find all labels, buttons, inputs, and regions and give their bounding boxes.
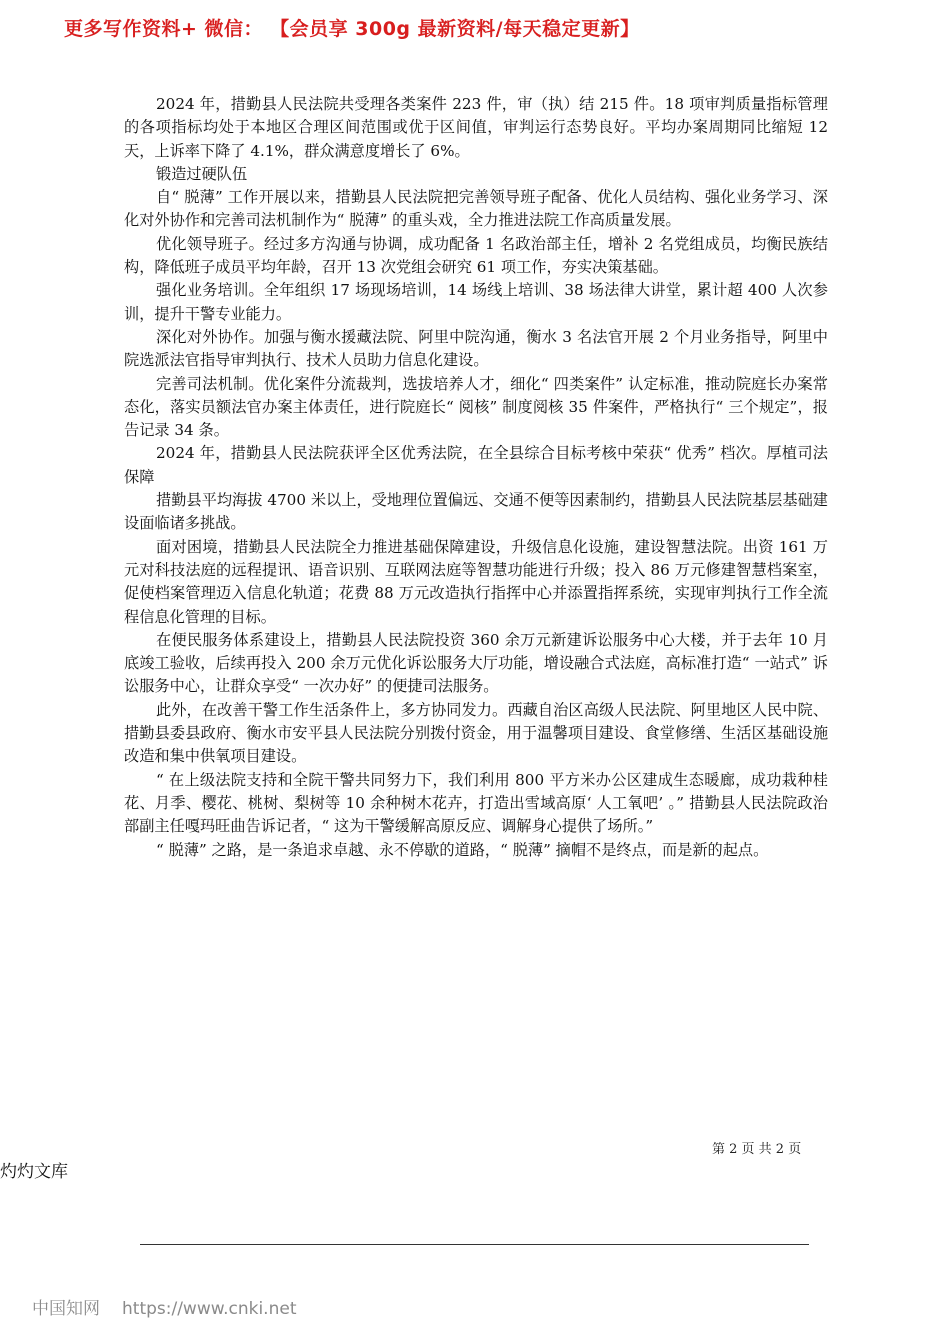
paragraph: 2024 年，措勤县人民法院共受理各类案件 223 件，审（执）结 215 件。18 项审判质量指标管理的各项指标均处于本地区合理区间范围或优于区间值，审判运行态势良好。平均办案周期同比缩短 12 天，上诉率下降了 4.1%，群众满意度增长了 6%。 [124,95,828,160]
paragraph: 深化对外协作。加强与衡水援藏法院、阿里中院沟通，衡水 3 名法官开展 2 个月业务指导，阿里中院选派法官指导审判执行、技术人员助力信息化建设。 [124,327,828,370]
paragraph: 完善司法机制。优化案件分流裁判，选拔培养人才，细化“ 四类案件” 认定标准，推动院庭长办案常态化，落实员额法官办案主体责任，进行院庭长“ 阅核” 制度阅核 35 件案件，严格执行“ 三个规定”，报告记录 34 条。 [124,374,828,440]
paragraph: 此外，在改善干警工作生活条件上，多方协同发力。西藏自治区高级人民法院、阿里地区人民中院、措勤县委县政府、衡水市安平县人民法院分别拨付资金，用于温馨项目建设、食堂修缮、生活区基础设施改造和集中供氧项目建设。 [124,700,828,766]
footer-divider [140,1244,809,1245]
library-name: 灼灼文库 [0,1162,68,1182]
paragraph: 措勤县平均海拔 4700 米以上，受地理位置偏远、交通不便等因素制约，措勤县人民法院基层基础建设面临诸多挑战。 [124,491,828,533]
paragraph: 强化业务培训。全年组织 17 场现场培训，14 场线上培训、38 场法律大讲堂，累计超 400 人次参训，提升干警专业能力。 [124,281,828,323]
footer-watermark [32,1294,296,1319]
site-name: 中国知网 [32,1299,100,1319]
promo-banner: 更多写作资料+ 微信： 【会员享 300g 最新资料/每天稳定更新】 [64,18,640,40]
section-heading: 锻造过硬队伍 [156,164,248,183]
paragraph: 自“ 脱薄” 工作开展以来，措勤县人民法院把完善领导班子配备、优化人员结构、强化业务学习、深化对外协作和完善司法机制作为“ 脱薄” 的重头戏，全力推进法院工作高质量发展。 [124,188,828,230]
closing-paragraph: “ 脱薄” 之路，是一条追求卓越、永不停歇的道路，“ 脱薄” 摘帽不是终点，而是新的起点。 [156,840,769,859]
quote-paragraph: “ 在上级法院支持和全院干警共同努力下，我们利用 800 平方米办公区建成生态暖廊，成功栽种桂花、月季、樱花、桃树、梨树等 10 余种树木花卉，打造出雪域高原‘ 人工氧吧’ 。” 措勤县人民法院政治部副主任嘎玛旺曲告诉记者，“ 这为干警缓解高原反应、调解身心提供了场所。” [124,770,828,836]
paragraph: 2024 年，措勤县人民法院获评全区优秀法院，在全县综合目标考核中荣获“ 优秀” 档次。厚植司法保障 [124,444,828,486]
article-body [124,93,828,862]
paragraph: 在便民服务体系建设上，措勤县人民法院投资 360 余万元新建诉讼服务中心大楼，并于去年 10 月底竣工验收，后续再投入 200 余万元优化诉讼服务大厅功能，增设融合式法庭，高标准打造“ 一站式” 诉讼服务中心，让群众享受“ 一次办好” 的便捷司法服务。 [124,630,828,696]
paragraph: 面对困境，措勤县人民法院全力推进基础保障建设，升级信息化设施，建设智慧法院。出资 161 万元对科技法庭的远程提讯、语音识别、互联网法庭等智慧功能进行升级；投入 86 万元修建智慧档案室，促使档案管理迈入信息化轨道；花费 88 万元改造执行指挥中心并添置指挥系统，实现审判执行工作全流程信息化管理的目标。 [124,537,828,626]
site-url[interactable]: https://www.cnki.net [122,1299,297,1319]
paragraph: 优化领导班子。经过多方沟通与协调，成功配备 1 名政治部主任，增补 2 名党组成员，均衡民族结构，降低班子成员平均年龄，召开 13 次党组会研究 61 项工作，夯实决策基础。 [124,234,828,277]
page-number: 第 2 页 共 2 页 [712,1142,802,1157]
